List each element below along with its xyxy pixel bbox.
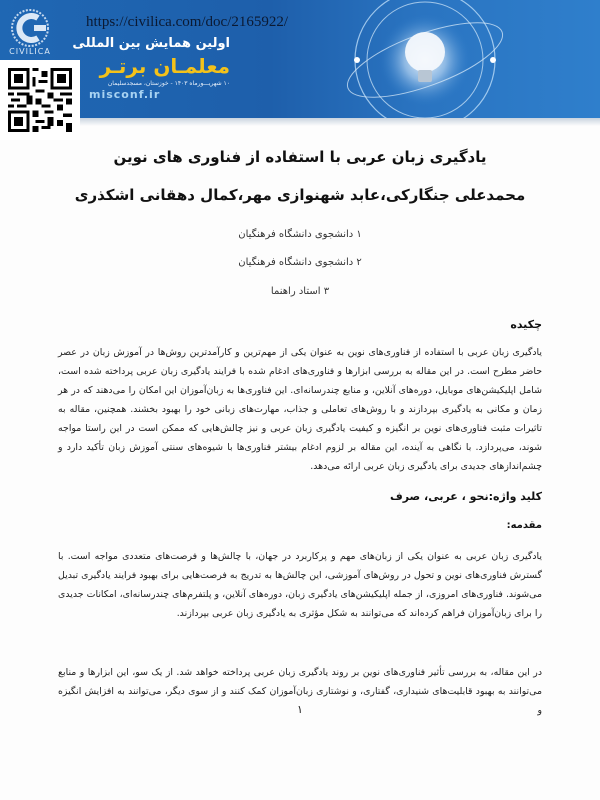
abstract-heading: چکیده	[510, 318, 542, 331]
qr-code[interactable]	[0, 60, 80, 140]
page-number: ۱	[297, 703, 303, 716]
conference-website[interactable]: misconf.ir	[89, 88, 161, 101]
introduction-paragraph-2: در این مقاله، به بررسی تأثیر فناوری‌های نوین بر روند یادگیری زبان عربی پرداخته خواهد شد. از یک سو، این ابزارها و منابع می‌توانند به بهبود قابلیت‌های شنیداری، گفتاری، و نوشتاری زبان‌آموزان کمک کنند و از سوی دیگر، می‌توانند به افزایش انگیزه و	[58, 667, 542, 716]
conference-date-location: ۱۰ شهریـــورماه ۱۴۰۳ - خوزستان، مسجدسلیمان	[107, 80, 230, 87]
affiliation-3: ۳ استاد راهنما	[270, 286, 330, 297]
document-url[interactable]: https://civilica.com/doc/2165922/	[86, 14, 289, 30]
abstract-text: یادگیری زبان عربی با استفاده از فناوری‌های نوین به عنوان یکی از مهم‌ترین و کارآمدترین روش‌ها در آموزش زبان در عصر حاضر مطرح است. در این مقاله به بررسی ابزارها و فناوری‌های ادغام شده با فرایند یادگیری زبان عربی پرداخته شده است، شامل اپلیکیشن‌های موبایل، دوره‌های آنلاین، و منابع چندرسانه‌ای. این فناوری‌ها به زبان‌آموزان این امکان را می‌دهند که در هر زمان و مکانی به یادگیری بپردازند و با روش‌های تعاملی و جذاب، مهارت‌های زبانی خود را بهبود بخشند. همچنین، مقاله به تاثیرات مثبت فناوری‌های نوین بر انگیزه و کیفیت یادگیری زبان عربی و نیز چالش‌هایی که ممکن است در این راستا مواجه شوند، می‌پردازد. با نگاهی به آینده، این مقاله بر لزوم ادغام بیشتر فناوری‌ها با شیوه‌های سنتی آموزش زبان تأکید دارد و چشم‌اندازهای جدیدی برای یادگیری زبان عربی ارائه می‌دهد.	[58, 347, 542, 472]
conference-title-line2: معلمـان برتـر	[99, 54, 230, 78]
civilica-label: CIVILICA	[9, 47, 51, 56]
paper-title: یادگیری زبان عربی با استفاده از فناوری های نوین	[113, 148, 487, 166]
qr-code-icon	[8, 68, 72, 132]
paper-authors: محمدعلی جنگارکی،عابد شهنوازی مهر،کمال دهقانی اشکذری	[74, 186, 526, 204]
conference-banner	[0, 0, 600, 122]
banner-shadow	[80, 118, 600, 126]
conference-title-line1: اولین همایش بین المللی	[72, 36, 230, 51]
keywords: کلید واژه:نحو ، عربی، صرف	[389, 490, 542, 503]
introduction-heading: مقدمه:	[506, 520, 542, 531]
introduction-paragraph-1: یادگیری زبان عربی به عنوان یکی از زبان‌های مهم و پرکاربرد در جهان، با چالش‌ها و فرصت‌های متعددی مواجه است. با گسترش فناوری‌های نوین و تحول در روش‌های آموزشی، این چالش‌ها به تدریج به فرصت‌هایی برای بهبود فرایند یادگیری تبدیل می‌شوند. فناوری‌های امروزی، از جمله اپلیکیشن‌های یادگیری زبان، دوره‌های آنلاین، و پلتفرم‌های چندرسانه‌ای، امکانات جدیدی را برای زبان‌آموزان فراهم کرده‌اند که می‌توانند به شکل مؤثری به یادگیری زبان عربی بپردازند.	[58, 551, 542, 619]
affiliation-1: ۱ دانشجوی دانشگاه فرهنگیان	[238, 229, 362, 240]
affiliation-2: ۲ دانشجوی دانشگاه فرهنگیان	[238, 257, 362, 268]
globe-lightbulb-graphic	[280, 0, 600, 122]
